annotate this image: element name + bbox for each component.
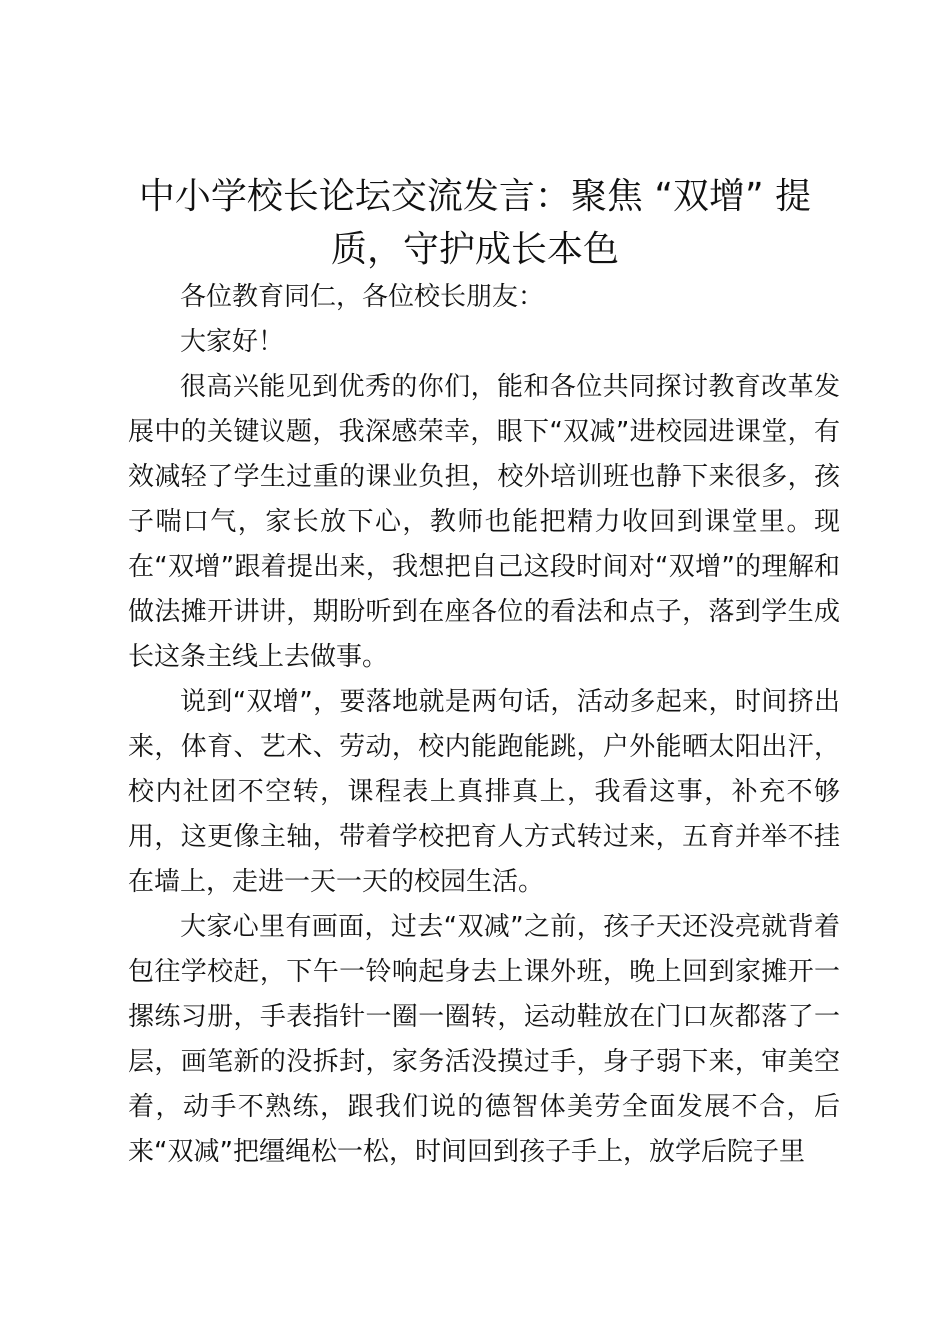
paragraph-3: 大家心里有画面，过去“双减”之前，孩子天还没亮就背着包往学校赶，下午一铃响起身去上课外班，晚上回到家摊开一摞练习册，手表指针一圈一圈转，运动鞋放在门口灰都落了一层，画笔新的没拆封，家务活没摸过手，身子弱下来，审美空着，动手不熟练，跟我们说的德智体美劳全面发展不合，后来“双减”把缰绳松一松，时间回到孩子手上，放学后院子里 [128,912,840,1167]
greeting-line: 各位教育同仁，各位校长朋友： [180,282,545,312]
document-title: 中小学校长论坛交流发言：聚焦 “双增” 提质，守护成长本色 [138,176,812,270]
document-body [128,275,840,1175]
paragraph-2: 说到“双增”，要落地就是两句话，活动多起来，时间挤出来，体育、艺术、劳动，校内能跑能跳，户外能晒太阳出汗，校内社团不空转，课程表上真排真上，我看这事，补充不够用，这更像主轴，带着学校把育人方式转过来，五育并举不挂在墙上，走进一天一天的校园生活。 [128,687,840,897]
salutation-line: 大家好！ [180,327,285,357]
paragraph-1: 很高兴能见到优秀的你们，能和各位共同探讨教育改革发展中的关键议题，我深感荣幸，眼下“双减”进校园进课堂，有效减轻了学生过重的课业负担，校外培训班也静下来很多，孩子喘口气，家长放下心，教师也能把精力收回到课堂里。现在“双增”跟着提出来，我想把自己这段时间对“双增”的理解和做法摊开讲讲，期盼听到在座各位的看法和点子，落到学生成长这条主线上去做事。 [128,372,840,672]
